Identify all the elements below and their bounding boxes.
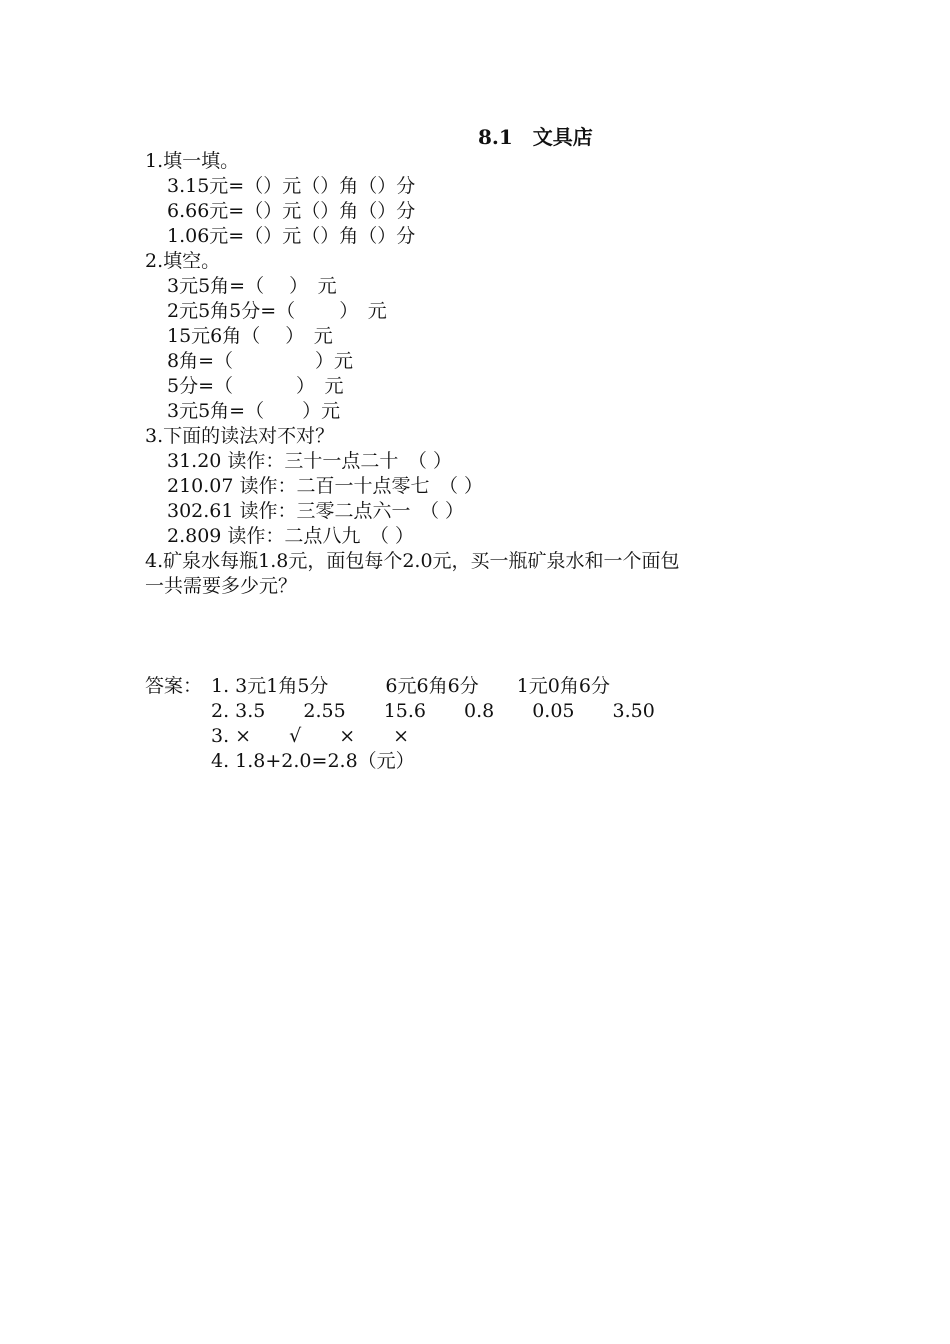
question-3-heading: 3.下面的读法对不对？ <box>145 425 335 447</box>
question-4-line: 4.矿泉水每瓶1.8元，面包每个2.0元，买一瓶矿泉水和一个面包 <box>145 550 680 572</box>
question-2-item: 3元5角=（ ） 元 <box>167 275 337 297</box>
answers-label: 答案： <box>145 675 203 697</box>
question-1-item: 3.15元=（）元（）角（）分 <box>167 175 416 197</box>
page-title: 8.1 文具店 <box>478 125 593 149</box>
answer-line: 1. 3元1角5分 6元6角6分 1元0角6分 <box>211 675 610 697</box>
answer-line: 2. 3.5 2.55 15.6 0.8 0.05 3.50 <box>211 700 655 722</box>
question-1-item: 1.06元=（）元（）角（）分 <box>167 225 416 247</box>
question-2-item: 3元5角=（ ）元 <box>167 400 341 422</box>
question-2-item: 2元5角5分=（ ） 元 <box>167 300 387 322</box>
question-2-item: 8角=（ ）元 <box>167 350 354 372</box>
question-3-item: 210.07 读作：二百一十点零七 （ ） <box>167 475 484 497</box>
question-2-heading: 2.填空。 <box>145 250 221 272</box>
question-2-item: 15元6角（ ） 元 <box>167 325 333 347</box>
question-3-item: 2.809 读作：二点八九 （ ） <box>167 525 414 547</box>
answer-line: 4. 1.8+2.0=2.8（元） <box>211 750 415 772</box>
question-1-heading: 1.填一填。 <box>145 150 240 172</box>
question-4-line: 一共需要多少元？ <box>145 575 298 597</box>
answer-line: 3. × √ × × <box>211 725 410 747</box>
question-3-item: 31.20 读作：三十一点二十 （ ） <box>167 450 452 472</box>
question-2-item: 5分=（ ） 元 <box>167 375 344 397</box>
question-1-item: 6.66元=（）元（）角（）分 <box>167 200 416 222</box>
question-3-item: 302.61 读作：三零二点六一 （ ） <box>167 500 465 522</box>
